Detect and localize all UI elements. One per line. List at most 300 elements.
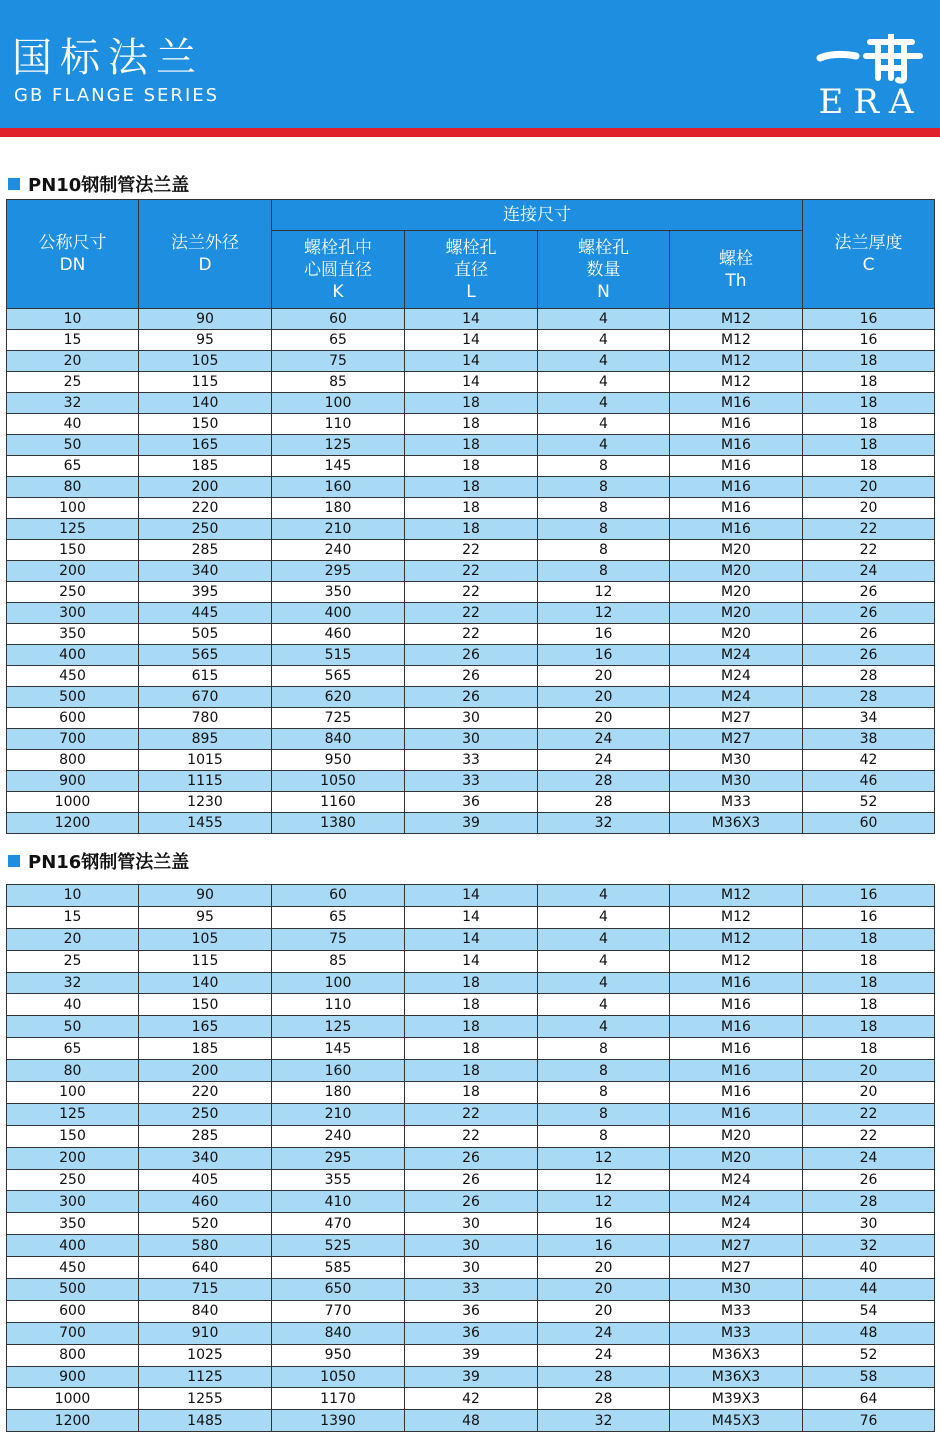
table-cell: 46 <box>803 771 935 792</box>
table-row <box>7 351 935 372</box>
table-cell: 18 <box>803 928 935 950</box>
table-cell: 26 <box>405 645 538 666</box>
table-cell: 1125 <box>139 1366 272 1388</box>
table-cell: M30 <box>670 750 803 771</box>
table-cell: M24 <box>670 687 803 708</box>
table-cell: 620 <box>272 687 405 708</box>
table-cell: M16 <box>670 519 803 540</box>
table-cell: 14 <box>405 928 538 950</box>
table-cell: 900 <box>7 771 139 792</box>
table-cell: 34 <box>803 708 935 729</box>
table-cell: 1050 <box>272 771 405 792</box>
table-cell: 85 <box>272 372 405 393</box>
table-cell: 250 <box>7 582 139 603</box>
table-cell: 65 <box>272 330 405 351</box>
table-cell: M30 <box>670 1279 803 1301</box>
table-row <box>7 950 935 972</box>
table-cell: M16 <box>670 972 803 994</box>
table-cell: 24 <box>538 729 670 750</box>
table-cell: 4 <box>538 906 670 928</box>
table-cell: 700 <box>7 729 139 750</box>
table-cell: 18 <box>405 1082 538 1104</box>
table-cell: 26 <box>803 1169 935 1191</box>
table-cell: 8 <box>538 1060 670 1082</box>
table-cell: 90 <box>139 309 272 330</box>
table-cell: 18 <box>803 351 935 372</box>
table-cell: 285 <box>139 1125 272 1147</box>
table-cell: 28 <box>803 1191 935 1213</box>
table-row <box>7 624 935 645</box>
table-cell: M20 <box>670 1125 803 1147</box>
table-row <box>7 792 935 813</box>
table-cell: M24 <box>670 1191 803 1213</box>
table-cell: 100 <box>272 972 405 994</box>
table-cell: 185 <box>139 456 272 477</box>
table-cell: 460 <box>272 624 405 645</box>
table-cell: 515 <box>272 645 405 666</box>
table-cell: 95 <box>139 906 272 928</box>
table-cell: 50 <box>7 435 139 456</box>
table-cell: 600 <box>7 1300 139 1322</box>
table-cell: 32 <box>7 393 139 414</box>
table-cell: 4 <box>538 928 670 950</box>
table-cell: 4 <box>538 1016 670 1038</box>
table-cell: 33 <box>405 771 538 792</box>
table-row <box>7 330 935 351</box>
table-cell: 32 <box>538 1410 670 1432</box>
table-cell: 400 <box>7 645 139 666</box>
table-cell: 28 <box>538 1388 670 1410</box>
table-cell: M39X3 <box>670 1388 803 1410</box>
table-cell: 220 <box>139 498 272 519</box>
table-cell: 18 <box>405 1038 538 1060</box>
table-row <box>7 1125 935 1147</box>
table-cell: 100 <box>7 498 139 519</box>
table-cell: 145 <box>272 456 405 477</box>
table-cell: 250 <box>7 1169 139 1191</box>
table-cell: M27 <box>670 708 803 729</box>
table-cell: 180 <box>272 1082 405 1104</box>
table-cell: 800 <box>7 1344 139 1366</box>
table-cell: 110 <box>272 414 405 435</box>
table-row <box>7 1388 935 1410</box>
table-cell: 220 <box>139 1082 272 1104</box>
table-cell: 30 <box>405 1235 538 1257</box>
table-cell: 615 <box>139 666 272 687</box>
page-subtitle: GB FLANGE SERIES <box>14 85 220 106</box>
square-bullet-icon <box>8 855 20 867</box>
table-cell: 16 <box>538 624 670 645</box>
table-cell: 20 <box>7 928 139 950</box>
table-cell: 39 <box>405 813 538 834</box>
table-cell: 4 <box>538 393 670 414</box>
header-th: 螺栓 Th <box>670 231 803 309</box>
table-cell: 445 <box>139 603 272 624</box>
table-cell: 26 <box>803 603 935 624</box>
table-cell: 52 <box>803 1344 935 1366</box>
table-cell: 8 <box>538 498 670 519</box>
table-cell: M20 <box>670 582 803 603</box>
table-cell: 340 <box>139 1147 272 1169</box>
table-cell: 4 <box>538 885 670 907</box>
table-row <box>7 372 935 393</box>
table-cell: 24 <box>538 750 670 771</box>
table-cell: 48 <box>803 1322 935 1344</box>
table-cell: 16 <box>803 330 935 351</box>
table-cell: 250 <box>139 1103 272 1125</box>
table-cell: 40 <box>7 414 139 435</box>
table-cell: M36X3 <box>670 1344 803 1366</box>
table-row <box>7 1191 935 1213</box>
table-cell: M36X3 <box>670 813 803 834</box>
pn16-section-title <box>8 852 189 874</box>
table-cell: 150 <box>139 414 272 435</box>
table-cell: 38 <box>803 729 935 750</box>
table-cell: M12 <box>670 885 803 907</box>
table-cell: 8 <box>538 561 670 582</box>
table-cell: 75 <box>272 351 405 372</box>
table-cell: 125 <box>272 1016 405 1038</box>
table-cell: 1000 <box>7 1388 139 1410</box>
table-row <box>7 435 935 456</box>
table-cell: M33 <box>670 1322 803 1344</box>
table-cell: 90 <box>139 885 272 907</box>
table-cell: 36 <box>405 1322 538 1344</box>
table-cell: 26 <box>803 645 935 666</box>
table-cell: 150 <box>7 540 139 561</box>
table-cell: 355 <box>272 1169 405 1191</box>
table-cell: 20 <box>7 351 139 372</box>
table-cell: 115 <box>139 950 272 972</box>
table-cell: 14 <box>405 950 538 972</box>
table-cell: 22 <box>405 624 538 645</box>
table-cell: 54 <box>803 1300 935 1322</box>
table-row <box>7 666 935 687</box>
table-cell: 39 <box>405 1366 538 1388</box>
table-cell: 14 <box>405 885 538 907</box>
yiran-logo-icon <box>816 34 926 84</box>
page-title: 国标法兰 <box>12 35 204 81</box>
table-cell: 18 <box>803 372 935 393</box>
table-cell: 40 <box>7 994 139 1016</box>
table-cell: 95 <box>139 330 272 351</box>
table-cell: M12 <box>670 906 803 928</box>
table-cell: 165 <box>139 1016 272 1038</box>
table-cell: 28 <box>803 687 935 708</box>
table-cell: 1200 <box>7 813 139 834</box>
table-cell: M12 <box>670 950 803 972</box>
table-cell: M27 <box>670 729 803 750</box>
table-cell: 650 <box>272 1279 405 1301</box>
table-cell: 185 <box>139 1038 272 1060</box>
table-cell: 18 <box>803 1038 935 1060</box>
table-cell: 22 <box>803 519 935 540</box>
table-cell: M24 <box>670 645 803 666</box>
table-cell: 340 <box>139 561 272 582</box>
table-cell: 18 <box>405 435 538 456</box>
table-cell: 4 <box>538 309 670 330</box>
table-cell: 140 <box>139 972 272 994</box>
table-cell: 410 <box>272 1191 405 1213</box>
table-cell: M16 <box>670 393 803 414</box>
table-cell: 42 <box>803 750 935 771</box>
table-cell: 22 <box>803 540 935 561</box>
table-cell: 10 <box>7 309 139 330</box>
table-row <box>7 708 935 729</box>
table-cell: 26 <box>405 666 538 687</box>
pn10-table <box>6 199 935 834</box>
table-cell: 80 <box>7 477 139 498</box>
pn10-table-body <box>7 309 935 834</box>
header-accent-strip <box>0 128 940 137</box>
table-cell: 1115 <box>139 771 272 792</box>
table-cell: 770 <box>272 1300 405 1322</box>
table-cell: 44 <box>803 1279 935 1301</box>
table-cell: 1380 <box>272 813 405 834</box>
table-cell: 4 <box>538 972 670 994</box>
table-row <box>7 540 935 561</box>
table-cell: 8 <box>538 1125 670 1147</box>
table-row <box>7 1279 935 1301</box>
table-cell: 18 <box>803 994 935 1016</box>
table-row <box>7 928 935 950</box>
table-cell: 250 <box>139 519 272 540</box>
table-cell: 300 <box>7 603 139 624</box>
pn10-section-title <box>8 175 189 197</box>
table-cell: 725 <box>272 708 405 729</box>
table-row <box>7 1016 935 1038</box>
table-cell: 18 <box>405 1016 538 1038</box>
table-cell: 20 <box>803 1082 935 1104</box>
table-row <box>7 994 935 1016</box>
table-cell: 65 <box>7 1038 139 1060</box>
table-cell: 18 <box>803 1016 935 1038</box>
table-cell: 24 <box>538 1322 670 1344</box>
table-cell: 24 <box>803 561 935 582</box>
table-cell: M16 <box>670 1082 803 1104</box>
table-cell: 160 <box>272 477 405 498</box>
table-cell: 18 <box>803 435 935 456</box>
table-cell: 950 <box>272 750 405 771</box>
table-cell: 1485 <box>139 1410 272 1432</box>
table-cell: 1255 <box>139 1388 272 1410</box>
table-cell: 30 <box>803 1213 935 1235</box>
table-row <box>7 1147 935 1169</box>
table-cell: 580 <box>139 1235 272 1257</box>
pn16-table <box>6 884 935 1432</box>
table-cell: 20 <box>803 477 935 498</box>
table-cell: 200 <box>7 561 139 582</box>
table-row <box>7 1213 935 1235</box>
table-row <box>7 456 935 477</box>
table-cell: 165 <box>139 435 272 456</box>
table-cell: 125 <box>7 519 139 540</box>
table-cell: 26 <box>405 1191 538 1213</box>
table-cell: M27 <box>670 1235 803 1257</box>
table-cell: 12 <box>538 1147 670 1169</box>
table-cell: 22 <box>405 582 538 603</box>
table-cell: 125 <box>7 1103 139 1125</box>
table-cell: 1200 <box>7 1410 139 1432</box>
table-cell: 1000 <box>7 792 139 813</box>
table-cell: 295 <box>272 1147 405 1169</box>
table-cell: 8 <box>538 477 670 498</box>
table-cell: 42 <box>405 1388 538 1410</box>
table-row <box>7 687 935 708</box>
table-cell: 105 <box>139 351 272 372</box>
table-cell: 26 <box>405 687 538 708</box>
table-cell: 4 <box>538 372 670 393</box>
table-cell: M45X3 <box>670 1410 803 1432</box>
table-row <box>7 603 935 624</box>
table-cell: 180 <box>272 498 405 519</box>
table-cell: 500 <box>7 1279 139 1301</box>
table-cell: 22 <box>405 1103 538 1125</box>
table-cell: 1455 <box>139 813 272 834</box>
table-cell: 285 <box>139 540 272 561</box>
table-row <box>7 519 935 540</box>
table-cell: 50 <box>7 1016 139 1038</box>
table-cell: 4 <box>538 351 670 372</box>
table-row <box>7 1300 935 1322</box>
table-cell: 20 <box>538 687 670 708</box>
table-cell: 450 <box>7 666 139 687</box>
table-cell: 140 <box>139 393 272 414</box>
table-row <box>7 498 935 519</box>
table-row <box>7 750 935 771</box>
square-bullet-icon <box>8 178 20 190</box>
table-cell: 950 <box>272 1344 405 1366</box>
table-cell: M27 <box>670 1257 803 1279</box>
table-cell: 80 <box>7 1060 139 1082</box>
table-cell: 52 <box>803 792 935 813</box>
table-cell: 26 <box>803 582 935 603</box>
table-cell: M20 <box>670 603 803 624</box>
table-cell: 1050 <box>272 1366 405 1388</box>
table-cell: 780 <box>139 708 272 729</box>
table-cell: 145 <box>272 1038 405 1060</box>
table-cell: 12 <box>538 1191 670 1213</box>
header-c: 法兰厚度 C <box>803 200 935 309</box>
table-row <box>7 309 935 330</box>
table-cell: 700 <box>7 1322 139 1344</box>
table-cell: 565 <box>139 645 272 666</box>
table-cell: 400 <box>7 1235 139 1257</box>
table-cell: 300 <box>7 1191 139 1213</box>
table-cell: 64 <box>803 1388 935 1410</box>
table-cell: 33 <box>405 750 538 771</box>
table-cell: 8 <box>538 519 670 540</box>
table-cell: M33 <box>670 1300 803 1322</box>
table-cell: 18 <box>405 393 538 414</box>
table-cell: 150 <box>139 994 272 1016</box>
table-cell: 28 <box>538 771 670 792</box>
table-cell: 30 <box>405 1257 538 1279</box>
table-cell: 60 <box>272 885 405 907</box>
table-cell: 22 <box>803 1125 935 1147</box>
table-cell: M16 <box>670 1016 803 1038</box>
table-cell: 240 <box>272 1125 405 1147</box>
table-cell: 600 <box>7 708 139 729</box>
table-cell: M24 <box>670 1169 803 1191</box>
page-header <box>0 0 940 128</box>
table-cell: M36X3 <box>670 1366 803 1388</box>
header-l: 螺栓孔 直径 L <box>405 231 538 309</box>
table-cell: 18 <box>803 414 935 435</box>
table-cell: 60 <box>803 813 935 834</box>
table-cell: 18 <box>405 1060 538 1082</box>
table-cell: 14 <box>405 330 538 351</box>
table-cell: 26 <box>405 1147 538 1169</box>
table-cell: 32 <box>803 1235 935 1257</box>
table-cell: M30 <box>670 771 803 792</box>
table-cell: 8 <box>538 1038 670 1060</box>
table-cell: 4 <box>538 994 670 1016</box>
table-cell: M16 <box>670 1038 803 1060</box>
table-cell: 76 <box>803 1410 935 1432</box>
table-cell: 200 <box>7 1147 139 1169</box>
table-cell: 20 <box>538 666 670 687</box>
table-row <box>7 729 935 750</box>
table-row <box>7 645 935 666</box>
table-cell: 10 <box>7 885 139 907</box>
table-cell: 30 <box>405 708 538 729</box>
pn16-title-text: PN16钢制管法兰盖 <box>28 852 190 873</box>
table-cell: 640 <box>139 1257 272 1279</box>
table-cell: 525 <box>272 1235 405 1257</box>
table-cell: 150 <box>7 1125 139 1147</box>
table-cell: 110 <box>272 994 405 1016</box>
table-cell: 350 <box>7 1213 139 1235</box>
table-cell: M16 <box>670 1103 803 1125</box>
table-cell: 48 <box>405 1410 538 1432</box>
table-cell: 22 <box>405 561 538 582</box>
table-cell: 670 <box>139 687 272 708</box>
table-cell: 8 <box>538 1082 670 1104</box>
table-cell: 12 <box>538 1169 670 1191</box>
table-cell: 115 <box>139 372 272 393</box>
table-cell: 1025 <box>139 1344 272 1366</box>
table-cell: 585 <box>272 1257 405 1279</box>
table-cell: 350 <box>7 624 139 645</box>
table-cell: 240 <box>272 540 405 561</box>
table-cell: 4 <box>538 330 670 351</box>
table-cell: 58 <box>803 1366 935 1388</box>
table-cell: 18 <box>405 994 538 1016</box>
table-cell: 28 <box>538 792 670 813</box>
table-row <box>7 906 935 928</box>
table-cell: 32 <box>538 813 670 834</box>
brand-logo-text: ERA <box>818 82 924 122</box>
table-cell: M20 <box>670 1147 803 1169</box>
brand-logo <box>816 34 926 120</box>
pn10-title-text: PN10钢制管法兰盖 <box>28 175 190 196</box>
table-cell: 8 <box>538 1103 670 1125</box>
table-cell: 450 <box>7 1257 139 1279</box>
table-row <box>7 1169 935 1191</box>
table-cell: 14 <box>405 372 538 393</box>
table-cell: 1015 <box>139 750 272 771</box>
table-cell: 840 <box>139 1300 272 1322</box>
table-cell: 18 <box>405 498 538 519</box>
table-cell: 200 <box>139 1060 272 1082</box>
table-cell: 18 <box>803 950 935 972</box>
table-cell: 16 <box>803 885 935 907</box>
table-cell: 30 <box>405 729 538 750</box>
table-row <box>7 414 935 435</box>
table-cell: M16 <box>670 477 803 498</box>
table-cell: 4 <box>538 435 670 456</box>
